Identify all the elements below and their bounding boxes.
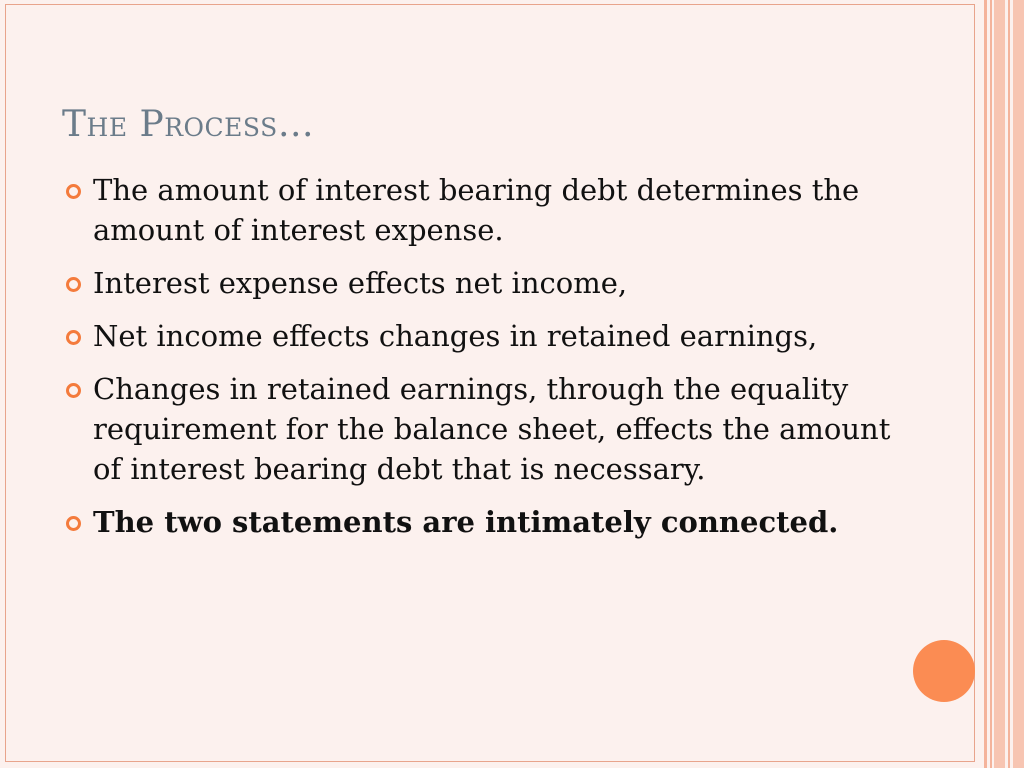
bullet-text: Net income effects changes in retained earnings, <box>93 319 818 353</box>
bullet-icon <box>66 330 81 345</box>
bullet-item-interest-expense <box>66 263 906 303</box>
stripe-4 <box>1008 0 1010 768</box>
bullet-item-net-income <box>66 316 906 356</box>
stripe-1 <box>984 0 987 768</box>
stripe-5 <box>1013 0 1024 768</box>
bullet-text: The amount of interest bearing debt determines the amount of interest expense. <box>93 173 860 247</box>
bullet-icon <box>66 184 81 199</box>
bullet-item-retained-earnings <box>66 369 906 489</box>
bullet-icon <box>66 516 81 531</box>
stripe-2 <box>990 0 992 768</box>
bullet-item-debt <box>66 170 906 250</box>
bullet-list <box>66 170 906 555</box>
orange-circle-decoration <box>913 640 975 702</box>
bullet-item-conclusion <box>66 502 906 542</box>
bullet-icon <box>66 383 81 398</box>
bullet-icon <box>66 277 81 292</box>
bullet-text: Interest expense effects net income, <box>93 266 628 300</box>
stripe-3 <box>994 0 1005 768</box>
right-decorative-stripes <box>984 0 1024 768</box>
slide-title: The Process… <box>62 104 315 145</box>
bullet-text: The two statements are intimately connected. <box>93 505 839 539</box>
bullet-text: Changes in retained earnings, through the equality requirement for the balance sheet, effects the amount of interest bearing debt that is necessary. <box>93 372 891 486</box>
